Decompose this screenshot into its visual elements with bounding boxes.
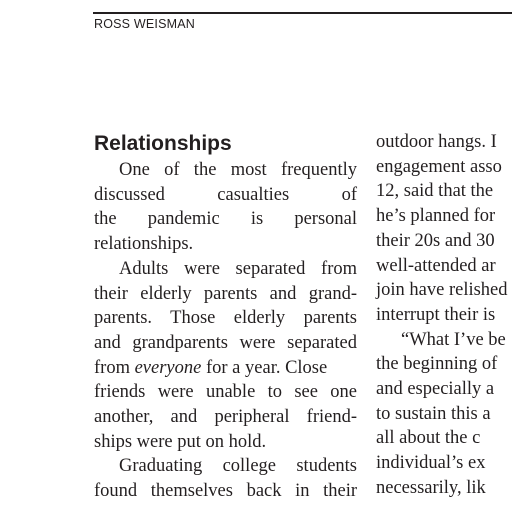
text-line: he’s planned for [376, 206, 496, 227]
text-line [94, 356, 357, 381]
emphasized-word: everyone [134, 357, 202, 378]
text-line: “What I’ve be [401, 329, 506, 350]
text-line: well-attended ar [376, 255, 496, 276]
right-column [376, 130, 512, 501]
text-line: the beginning of [376, 354, 498, 375]
text-line: outdoor hangs. I [376, 132, 497, 152]
text-line: friends were unable to see one [94, 382, 357, 403]
left-column [94, 130, 357, 504]
text-line: the pandemic is personal [94, 209, 357, 230]
text-line: relationships. [94, 234, 194, 255]
text-line: parents. Those elderly parents [94, 308, 357, 329]
section-heading: Relationships [94, 132, 232, 155]
text-line: found themselves back in their [94, 481, 357, 502]
text-line: and especially a [376, 379, 495, 400]
text-run: for a year. Close [201, 357, 328, 378]
header-rule [93, 12, 512, 14]
text-line: discussed casualties of [94, 184, 357, 205]
text-line: their elderly parents and grand- [94, 283, 357, 304]
text-line: One of the most frequently [119, 160, 357, 180]
text-line: individual’s ex [376, 453, 486, 474]
text-line: Graduating college students [119, 456, 357, 477]
text-line: all about the c [376, 428, 481, 449]
text-line: join have relished [376, 280, 508, 301]
text-run: from [94, 357, 135, 378]
text-line: to sustain this a [376, 403, 491, 424]
text-line: another, and peripheral friend- [94, 407, 357, 428]
text-line: engagement asso [376, 156, 502, 177]
text-line: Adults were separated from [119, 258, 357, 279]
text-line: necessarily, lik [376, 477, 486, 498]
text-line: interrupt their is [376, 304, 496, 325]
text-line: ships were put on hold. [94, 431, 267, 452]
text-line: 12, said that the [376, 181, 494, 202]
text-line: their 20s and 30 [376, 230, 495, 251]
running-head: ROSS WEISMAN [94, 17, 196, 31]
text-line: and grandparents were separated [94, 332, 357, 353]
